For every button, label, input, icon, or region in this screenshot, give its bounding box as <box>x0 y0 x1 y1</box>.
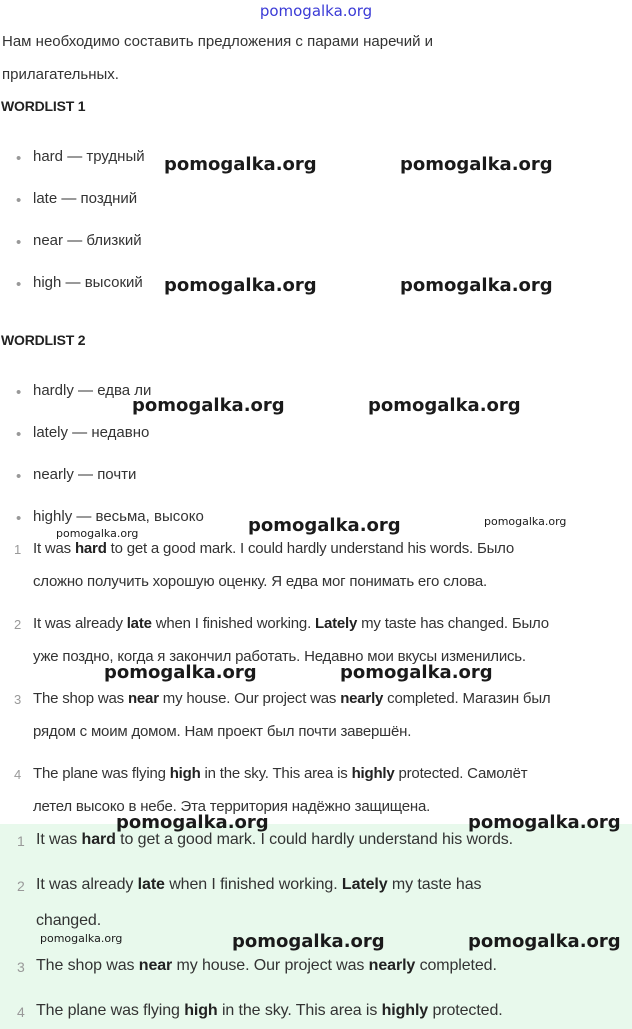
watermark: pomogalka.org <box>40 932 123 945</box>
highlighted-word: high <box>184 1002 218 1019</box>
bullet: • <box>16 468 22 485</box>
wordlist2-heading: WORDLIST 2 <box>1 332 86 348</box>
wordlist1-heading: WORDLIST 1 <box>1 98 86 114</box>
example-line <box>33 690 550 707</box>
site-title[interactable]: pomogalka.org <box>259 2 373 20</box>
highlighted-word: near <box>127 690 159 707</box>
bullet: • <box>16 510 22 527</box>
bullet: • <box>16 150 22 167</box>
watermark: pomogalka.org <box>468 812 621 833</box>
highlighted-word: near <box>138 957 173 974</box>
answer-line <box>36 831 513 849</box>
watermark: pomogalka.org <box>164 275 317 296</box>
text-segment: The shop was <box>33 690 128 707</box>
text-segment: changed. <box>36 912 102 929</box>
text-segment: The shop was <box>36 957 139 974</box>
watermark: pomogalka.org <box>104 662 257 683</box>
watermark: pomogalka.org <box>368 395 521 416</box>
text-segment: in the sky. This area is <box>200 765 352 782</box>
watermark: pomogalka.org <box>484 515 567 528</box>
answer-number: 3 <box>17 959 25 975</box>
watermark: pomogalka.org <box>248 515 401 536</box>
highlighted-word: highly <box>381 1002 429 1019</box>
highlighted-word: nearly <box>368 957 416 974</box>
highlighted-word: late <box>126 615 152 632</box>
intro-line-2: прилагательных. <box>2 66 119 83</box>
watermark: pomogalka.org <box>400 154 553 175</box>
example-number: 4 <box>14 767 22 782</box>
answer-number: 2 <box>17 878 25 894</box>
highlighted-word: high <box>169 765 201 782</box>
watermark: pomogalka.org <box>468 931 621 952</box>
text-segment: when I finished working. <box>164 876 342 893</box>
answer-number: 4 <box>17 1004 25 1020</box>
text-segment: to get a good mark. I could hardly understand his words. <box>115 831 514 848</box>
answer-number: 1 <box>17 833 25 849</box>
watermark: pomogalka.org <box>232 931 385 952</box>
text-segment: It was <box>33 540 75 557</box>
answer-line <box>36 876 481 894</box>
watermark: pomogalka.org <box>400 275 553 296</box>
watermark: pomogalka.org <box>56 527 139 540</box>
text-segment: It was already <box>36 876 138 893</box>
bullet: • <box>16 234 22 251</box>
example-line <box>33 615 549 632</box>
text-segment: my house. Our project was <box>158 690 341 707</box>
answer-line <box>36 912 101 930</box>
example-translation: уже поздно, когда я закончил работать. Недавно мои вкусы изменились. <box>33 648 526 665</box>
text-segment: when I finished working. <box>151 615 316 632</box>
answer-line <box>36 957 497 975</box>
wordlist2-item: nearly — почти <box>33 466 137 483</box>
example-number: 3 <box>14 692 22 707</box>
wordlist2-item: lately — недавно <box>33 424 150 441</box>
example-number: 2 <box>14 617 22 632</box>
text-segment: The plane was flying <box>36 1002 185 1019</box>
highlighted-word: hard <box>81 831 116 848</box>
text-segment: in the sky. This area is <box>217 1002 382 1019</box>
bullet: • <box>16 426 22 443</box>
highlighted-word: nearly <box>340 690 384 707</box>
text-segment: The plane was flying <box>33 765 170 782</box>
text-segment: my house. Our project was <box>172 957 369 974</box>
highlighted-word: Lately <box>315 615 358 632</box>
example-line <box>33 765 527 782</box>
wordlist1-item: late — поздний <box>33 190 138 207</box>
example-translation: сложно получить хорошую оценку. Я едва мог понимать его слова. <box>33 573 487 590</box>
text-segment: protected. <box>428 1002 503 1019</box>
watermark: pomogalka.org <box>132 395 285 416</box>
watermark: pomogalka.org <box>164 154 317 175</box>
watermark: pomogalka.org <box>340 662 493 683</box>
intro-line-1: Нам необходимо составить предложения с парами наречий и <box>2 33 434 50</box>
wordlist1-item: near — близкий <box>33 232 142 249</box>
wordlist1-item: high — высокий <box>33 274 143 291</box>
text-segment: completed. <box>415 957 497 974</box>
text-segment: It was <box>36 831 82 848</box>
text-segment: my taste has <box>387 876 482 893</box>
bullet: • <box>16 276 22 293</box>
text-segment: my taste has changed. Было <box>357 615 549 632</box>
wordlist2-item: highly — весьма, высоко <box>33 508 204 525</box>
bullet: • <box>16 192 22 209</box>
highlighted-word: late <box>137 876 165 893</box>
bullet: • <box>16 384 22 401</box>
example-translation: рядом с моим домом. Нам проект был почти завершён. <box>33 723 412 740</box>
example-translation: летел высоко в небе. Эта территория надёжно защищена. <box>33 798 431 815</box>
highlighted-word: hard <box>74 540 107 557</box>
text-segment: It was already <box>33 615 127 632</box>
wordlist1-item: hard — трудный <box>33 148 145 165</box>
answer-line <box>36 1002 503 1020</box>
example-line <box>33 540 514 557</box>
highlighted-word: highly <box>351 765 395 782</box>
text-segment: completed. Магазин был <box>383 690 551 707</box>
text-segment: protected. Самолёт <box>394 765 528 782</box>
wordlist2-item: hardly — едва ли <box>33 382 152 399</box>
text-segment: to get a good mark. I could hardly understand his words. Было <box>106 540 515 557</box>
highlighted-word: Lately <box>341 876 388 893</box>
watermark: pomogalka.org <box>116 812 269 833</box>
example-number: 1 <box>14 542 22 557</box>
